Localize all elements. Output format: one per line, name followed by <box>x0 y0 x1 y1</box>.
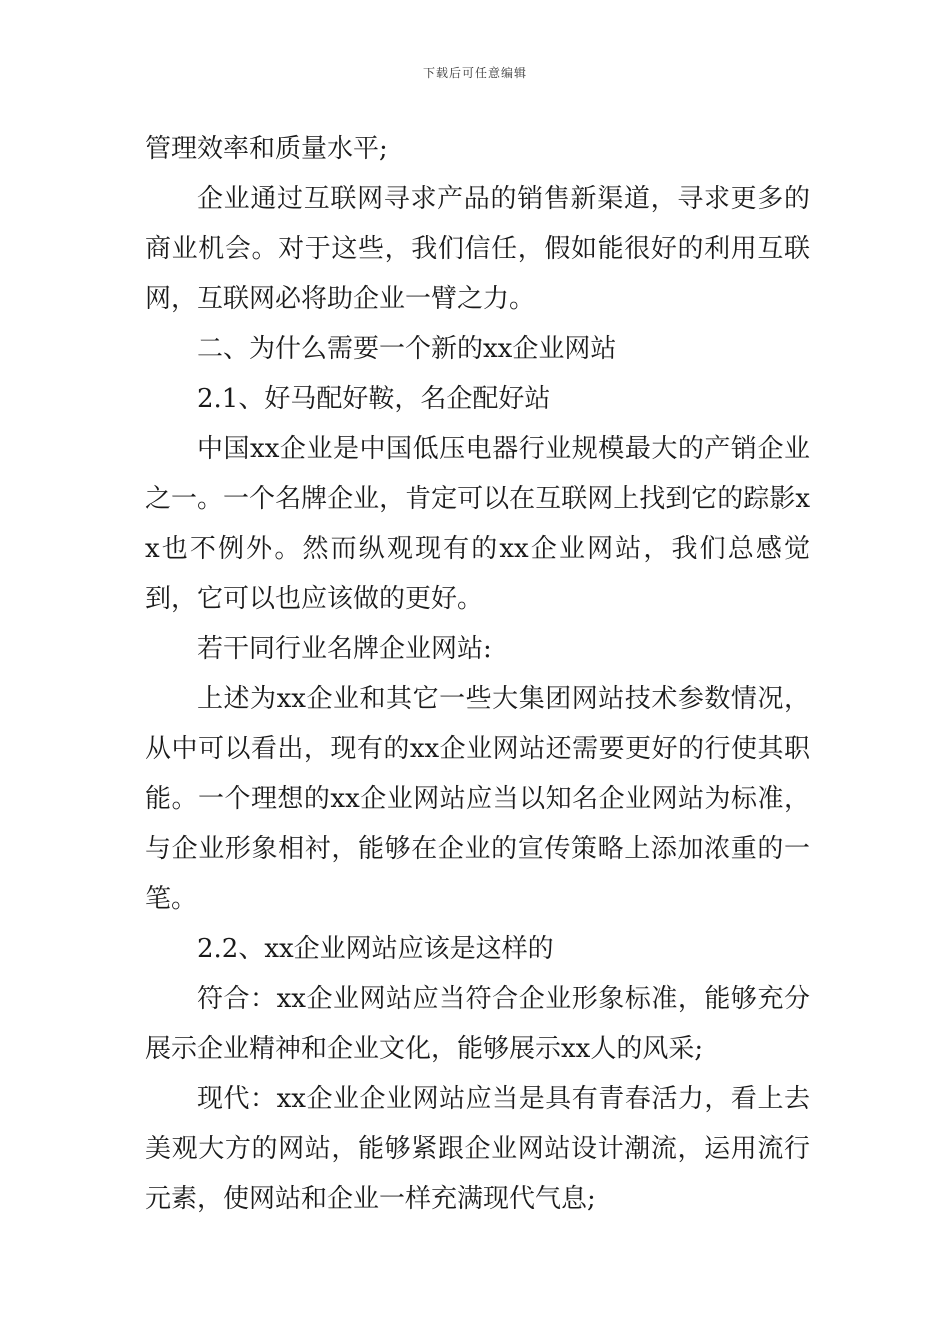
section-heading-2: 二、为什么需要一个新的xx企业网站 <box>197 334 617 364</box>
document-body <box>145 124 810 1224</box>
paragraph-5: 上述为xx企业和其它一些大集团网站技术参数情况，从中可以看出，现有的xx企业网站还需要更好的行使其职能。一个理想的xx企业网站应当以知名企业网站为标准，与企业形象相衬，能够在企业的宣传策略上添加浓重的一笔。 <box>145 684 810 914</box>
paragraph-1: 管理效率和质量水平; <box>145 134 388 164</box>
subsection-heading-2-1: 2.1、好马配好鞍，名企配好站 <box>197 384 551 414</box>
paragraph-2: 企业通过互联网寻求产品的销售新渠道，寻求更多的商业机会。对于这些，我们信任，假如能很好的利用互联网，互联网必将助企业一臂之力。 <box>145 184 810 314</box>
paragraph-4: 若干同行业名牌企业网站: <box>197 634 492 664</box>
paragraph-3: 中国xx企业是中国低压电器行业规模最大的产销企业之一。一个名牌企业，肯定可以在互联网上找到它的踪影xx也不例外。然而纵观现有的xx企业网站，我们总感觉到，它可以也应该做的更好。 <box>145 434 810 614</box>
page-header: 下载后可任意编辑 <box>422 66 527 80</box>
subsection-heading-2-2: 2.2、xx企业网站应该是这样的 <box>197 934 554 964</box>
paragraph-7: 现代：xx企业企业网站应当是具有青春活力，看上去美观大方的网站，能够紧跟企业网站设计潮流，运用流行元素，使网站和企业一样充满现代气息; <box>145 1084 810 1214</box>
paragraph-6: 符合：xx企业网站应当符合企业形象标准，能够充分展示企业精神和企业文化，能够展示xx人的风采; <box>145 984 810 1064</box>
